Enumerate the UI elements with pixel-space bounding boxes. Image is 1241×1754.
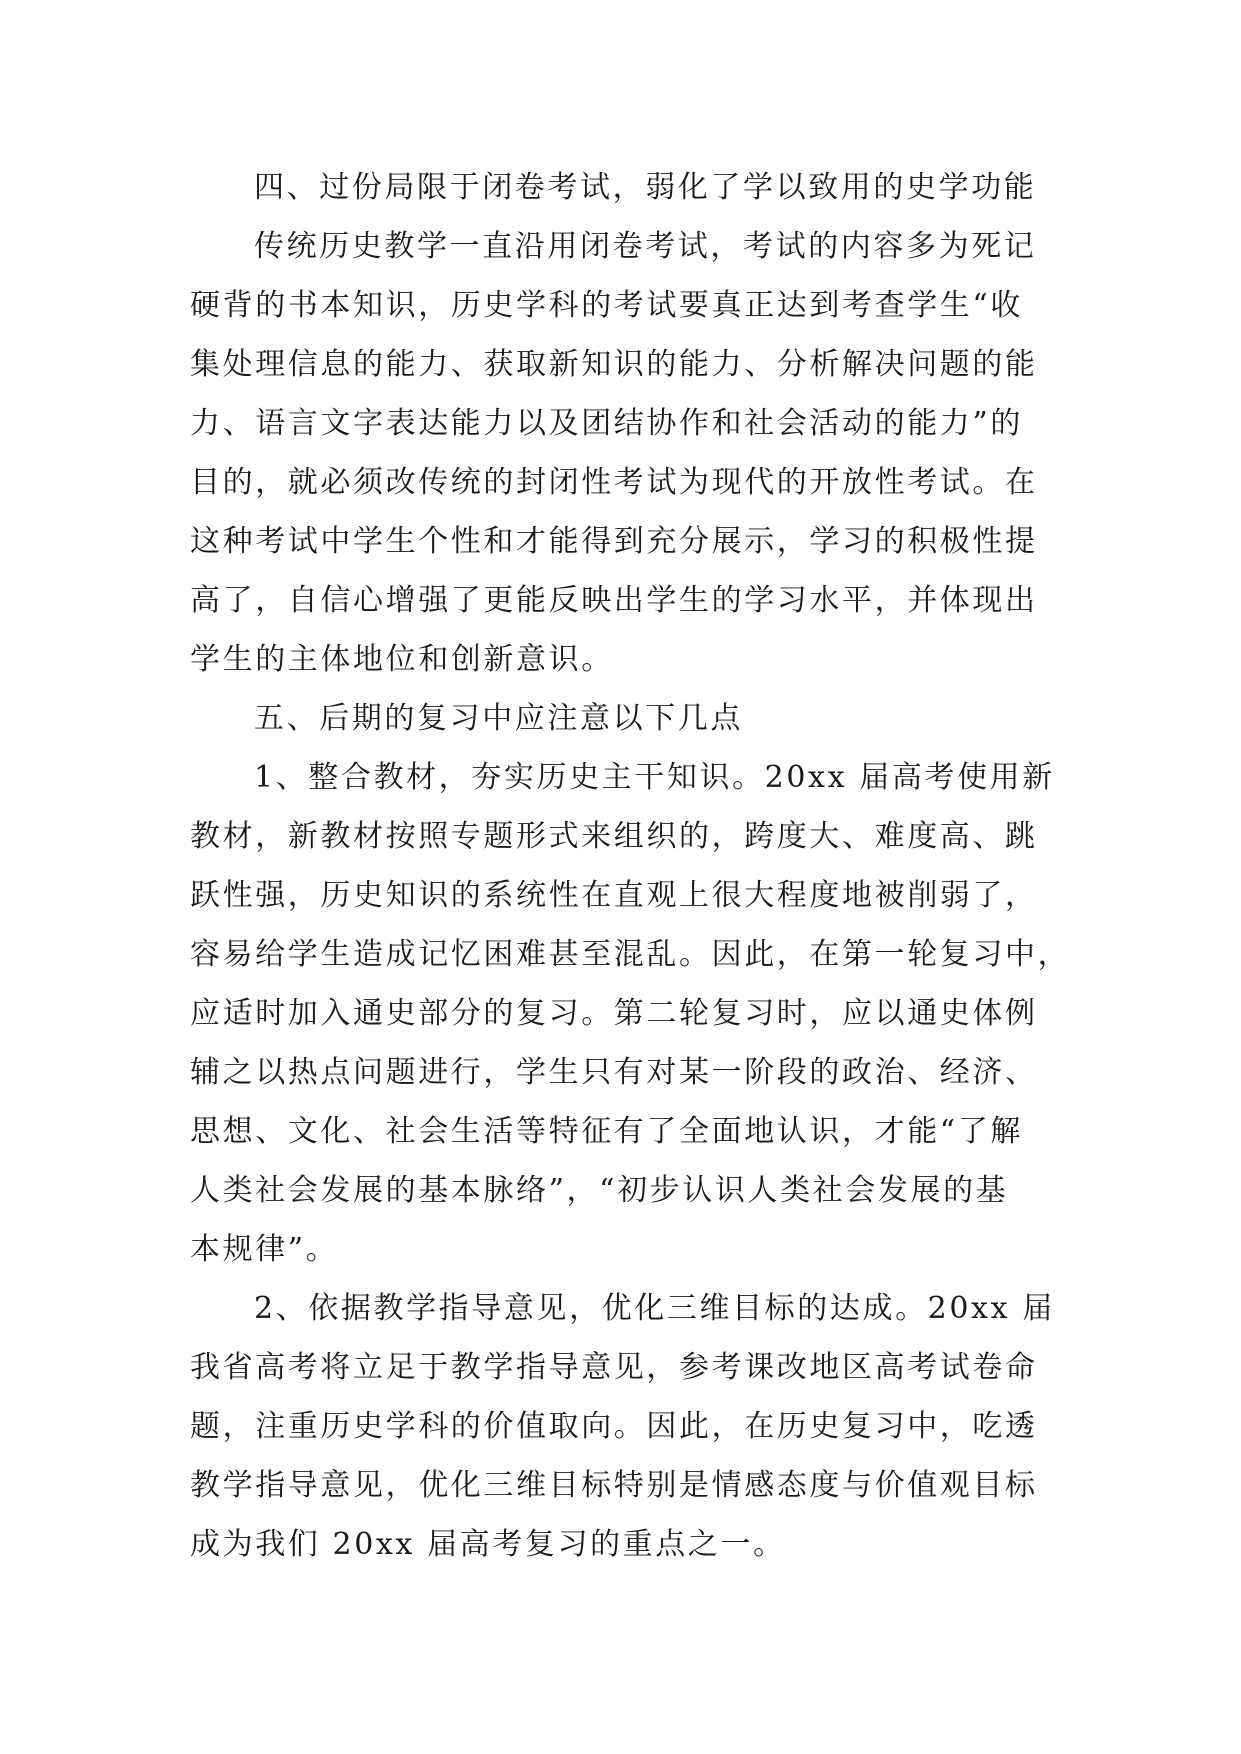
paragraph-line: 成为我们 20xx 届高考复习的重点之一。 bbox=[190, 1527, 786, 1562]
paragraph-line: 传统历史教学一直沿用闭卷考试，考试的内容多为死记 bbox=[254, 229, 1037, 264]
paragraph-line: 跃性强，历史知识的系统性在直观上很大程度地被削弱了， bbox=[190, 878, 1038, 913]
paragraph-line: 学生的主体地位和创新意识。 bbox=[190, 642, 614, 677]
paragraph-line: 目的，就必须改传统的封闭性考试为现代的开放性考试。在 bbox=[190, 465, 1038, 500]
paragraph-line: 教学指导意见，优化三维目标特别是情感态度与价值观目标 bbox=[190, 1468, 1038, 1503]
paragraph-line: 题，注重历史学科的价值取向。因此，在历史复习中，吃透 bbox=[190, 1409, 1038, 1444]
paragraph-line: 高了，自信心增强了更能反映出学生的学习水平，并体现出 bbox=[190, 583, 1038, 618]
paragraph-line: 辅之以热点问题进行，学生只有对某一阶段的政治、经济、 bbox=[190, 1055, 1038, 1090]
paragraph-line: 1、整合教材，夯实历史主干知识。20xx 届高考使用新 bbox=[254, 760, 1055, 795]
paragraph-line: 思想、文化、社会生活等特征有了全面地认识，才能“了解 bbox=[190, 1114, 1023, 1149]
paragraph-line: 教材，新教材按照专题形式来组织的，跨度大、难度高、跳 bbox=[190, 819, 1038, 854]
paragraph-line: 容易给学生造成记忆困难甚至混乱。因此，在第一轮复习中， bbox=[190, 937, 1071, 972]
paragraph-line: 本规律”。 bbox=[190, 1232, 339, 1267]
paragraph-line: 人类社会发展的基本脉络”，“初步认识人类社会发展的基 bbox=[190, 1173, 1009, 1208]
paragraph-line: 集处理信息的能力、获取新知识的能力、分析解决问题的能 bbox=[190, 347, 1038, 382]
paragraph-line: 2、依据教学指导意见，优化三维目标的达成。20xx 届 bbox=[254, 1291, 1055, 1326]
paragraph-line: 应适时加入通史部分的复习。第二轮复习时，应以通史体例 bbox=[190, 996, 1038, 1031]
paragraph-line: 我省高考将立足于教学指导意见，参考课改地区高考试卷命 bbox=[190, 1350, 1038, 1385]
section-heading-5: 五、后期的复习中应注意以下几点 bbox=[254, 701, 743, 736]
paragraph-line: 力、语言文字表达能力以及团结协作和社会活动的能力”的 bbox=[190, 406, 1023, 441]
paragraph-line: 这种考试中学生个性和才能得到充分展示，学习的积极性提 bbox=[190, 524, 1038, 559]
section-heading-4: 四、过份局限于闭卷考试，弱化了学以致用的史学功能 bbox=[254, 170, 1037, 205]
document-body bbox=[190, 158, 1071, 1574]
paragraph-line: 硬背的书本知识，历史学科的考试要真正达到考查学生“收 bbox=[190, 288, 1023, 323]
